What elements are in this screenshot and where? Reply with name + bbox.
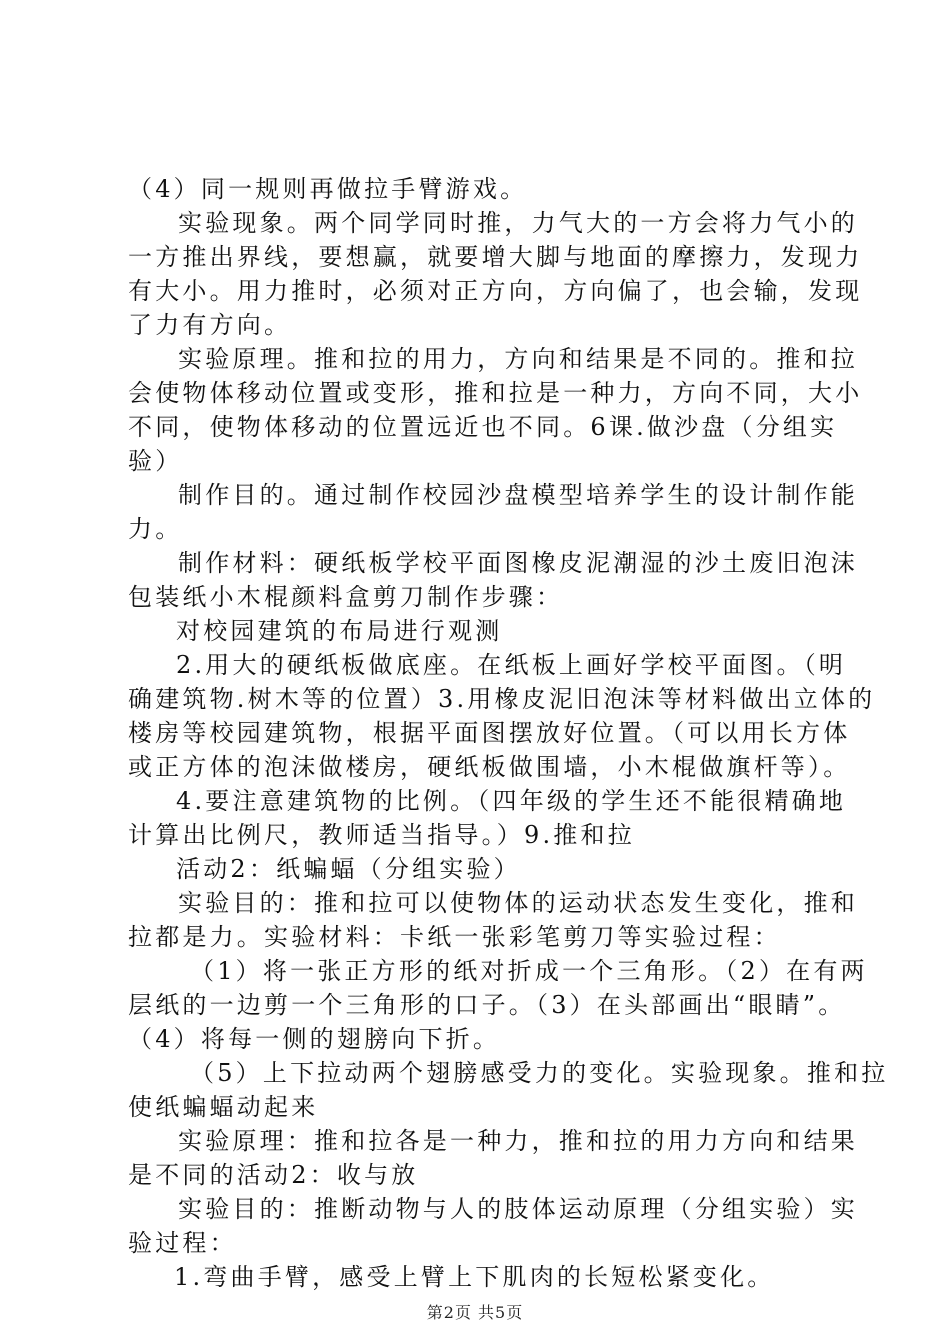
text-line: 或正方体的泡沫做楼房，硬纸板做围墙，小木棍做旗杆等）。 [128,753,851,781]
text-line: 了力有方向。 [128,311,292,339]
text-line: 计算出比例尺，教师适当指导。）9.推和拉 [128,821,635,849]
text-line: 实验目的：推断动物与人的肢体运动原理（分组实验）实 [178,1195,858,1223]
text-line: 4.要注意建筑物的比例。（四年级的学生还不能很精确地 [176,787,847,815]
text-line: 拉都是力。实验材料：卡纸一张彩笔剪刀等实验过程： [128,923,781,951]
text-line: 实验原理：推和拉各是一种力，推和拉的用力方向和结果 [178,1127,858,1155]
text-line: 层纸的一边剪一个三角形的口子。（3）在头部画出“眼睛”。 [128,991,846,1019]
text-line: 对校园建筑的布局进行观测 [176,617,503,645]
text-line: 制作目的。通过制作校园沙盘模型培养学生的设计制作能 [178,481,858,509]
text-line: 2.用大的硬纸板做底座。在纸板上画好学校平面图。（明 [176,651,847,679]
text-line: 实验现象。两个同学同时推，力气大的一方会将力气小的 [178,209,858,237]
text-line: 验过程： [128,1229,237,1257]
text-line: 1.弯曲手臂，感受上臂上下肌肉的长短松紧变化。 [174,1263,775,1291]
text-line: 不同，使物体移动的位置远近也不同。6课.做沙盘（分组实 [128,413,838,441]
text-line: 验） [128,447,183,475]
text-line: 包装纸小木棍颜料盒剪刀制作步骤： [128,583,564,611]
text-line: 有大小。用力推时，必须对正方向，方向偏了，也会输，发现 [128,277,863,305]
text-line: 制作材料：硬纸板学校平面图橡皮泥潮湿的沙土废旧泡沫 [178,549,858,577]
text-line: 会使物体移动位置或变形，推和拉是一种力，方向不同，大小 [128,379,863,407]
text-line: 使纸蝙蝠动起来 [128,1093,319,1121]
page-number: 第2页 共5页 [426,1303,524,1322]
text-line: 力。 [128,515,183,543]
text-line: （1）将一张正方形的纸对折成一个三角形。（2）在有两 [190,957,868,985]
text-line: 是不同的活动2：收与放 [128,1161,419,1189]
text-line: 活动2：纸蝙蝠（分组实验） [176,855,521,883]
text-line: 实验原理。推和拉的用力，方向和结果是不同的。推和拉 [178,345,858,373]
text-line: 确建筑物.树木等的位置）3.用橡皮泥旧泡沫等材料做出立体的 [128,685,876,713]
text-line: （5）上下拉动两个翅膀感受力的变化。实验现象。推和拉 [190,1059,889,1087]
text-line: 楼房等校园建筑物，根据平面图摆放好位置。（可以用长方体 [128,719,851,747]
text-line: （4）同一规则再做拉手臂游戏。 [128,175,528,203]
text-line: 实验目的：推和拉可以使物体的运动状态发生变化，推和 [178,889,858,917]
text-line: （4）将每一侧的翅膀向下折。 [128,1025,501,1053]
text-line: 一方推出界线，要想赢，就要增大脚与地面的摩擦力，发现力 [128,243,863,271]
